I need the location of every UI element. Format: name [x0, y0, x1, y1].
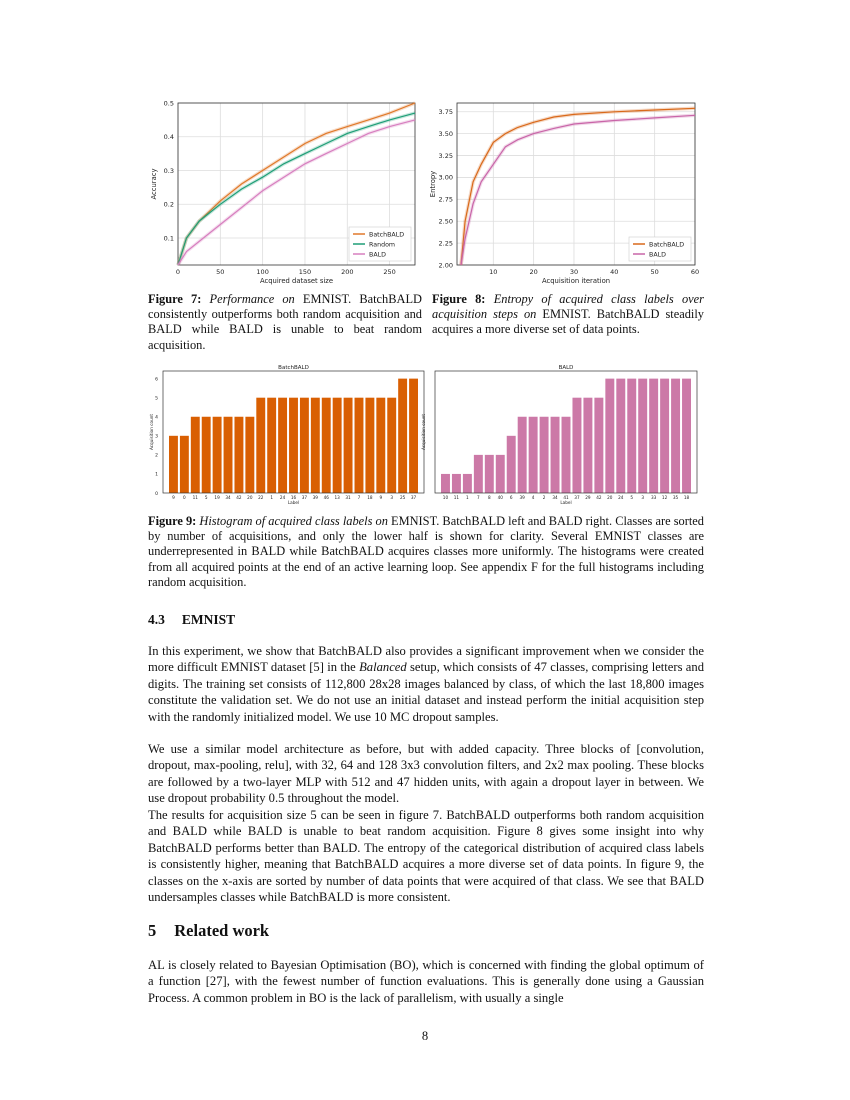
x-tick-label: 35: [672, 495, 679, 500]
caption-text: EMNIST. BatchBALD consistently outperforms both random acquisition and BALD while BALD is unable to beat random acquisition.: [148, 292, 422, 352]
x-tick-label: 20: [247, 495, 253, 500]
bar: [649, 379, 658, 493]
x-tick-label: 20: [607, 495, 613, 500]
figure-8-entropy-chart: [420, 95, 710, 290]
y-tick-label: 2.25: [438, 239, 453, 248]
x-tick-label: 37: [574, 495, 580, 500]
bar: [605, 379, 614, 493]
x-axis-label: Acquired dataset size: [259, 277, 334, 285]
x-tick-label: 100: [256, 268, 269, 276]
x-tick-label: 50: [216, 268, 225, 276]
y-tick-label: 2.75: [438, 195, 453, 204]
bar: [463, 474, 472, 493]
x-axis-label: Label: [287, 500, 300, 505]
section-title: EMNIST: [181, 612, 236, 627]
y-axis-label: Accuracy: [150, 168, 158, 200]
page-number: 8: [421, 1029, 429, 1043]
x-tick-label: 10: [442, 495, 449, 500]
section-4-3-heading: [148, 612, 235, 628]
x-tick-label: 18: [367, 495, 373, 500]
x-tick-label: 6: [509, 495, 513, 500]
chart-title: BALD: [558, 365, 574, 371]
y-tick-label: 4: [155, 415, 158, 421]
y-tick-label: 0.1: [163, 234, 174, 243]
bar: [562, 417, 571, 493]
section-5-heading: [148, 921, 269, 941]
x-tick-label: 41: [563, 495, 569, 500]
bar: [333, 398, 342, 493]
caption-italic: Entropy of acquired class labels over acquisition steps on: [432, 292, 704, 322]
x-tick-label: 31: [345, 495, 351, 500]
bar: [671, 379, 680, 493]
x-tick-label: 42: [596, 495, 602, 500]
bar: [682, 379, 691, 493]
text: In this experiment, we show that BatchBALD also provides a significant improvement when we consider the more difficult EMNIST dataset [5] in the: [148, 644, 704, 675]
y-tick-label: 0.4: [163, 133, 174, 142]
x-tick-label: 37: [410, 495, 417, 500]
bar: [660, 379, 669, 493]
x-tick-label: 4: [531, 495, 535, 500]
y-tick-label: 0.2: [163, 200, 174, 209]
bar: [627, 379, 636, 493]
x-tick-label: 34: [552, 495, 558, 500]
bar: [452, 474, 461, 493]
x-axis-label: Acquisition iteration: [541, 277, 611, 285]
y-tick-label: 3.75: [438, 108, 453, 117]
x-tick-label: 34: [225, 495, 231, 500]
bar: [398, 379, 407, 493]
x-tick-label: 3: [390, 495, 394, 500]
y-tick-label: 2.50: [438, 217, 453, 226]
bar: [322, 398, 331, 493]
x-tick-label: 7: [477, 495, 480, 500]
bar: [245, 417, 254, 493]
bar: [311, 398, 320, 493]
x-tick-label: 5: [630, 495, 634, 500]
section-title: Related work: [174, 921, 270, 940]
y-tick-label: 0.3: [163, 166, 174, 175]
x-tick-label: 29: [585, 495, 591, 500]
figure-8-caption: [432, 292, 704, 338]
bar: [365, 398, 374, 493]
bar: [485, 455, 494, 493]
x-tick-label: 8: [487, 495, 491, 500]
x-tick-label: 60: [690, 268, 700, 276]
bar: [234, 417, 243, 493]
bar: [638, 379, 647, 493]
x-tick-label: 42: [236, 495, 242, 500]
y-tick-label: 2: [155, 453, 158, 459]
bar: [267, 398, 276, 493]
x-tick-label: 0: [183, 495, 186, 500]
bar: [278, 398, 287, 493]
y-tick-label: 6: [155, 377, 158, 383]
x-tick-label: 39: [312, 495, 318, 500]
x-tick-label: 16: [290, 495, 297, 500]
x-axis-label: Label: [560, 500, 572, 505]
x-tick-label: 250: [383, 268, 396, 276]
bar: [540, 417, 549, 493]
figure-9-batchbald-histogram: [140, 360, 430, 510]
bar: [551, 417, 560, 493]
bar: [387, 398, 396, 493]
x-tick-label: 11: [192, 495, 198, 500]
bar: [474, 455, 483, 493]
y-axis-label: Entropy: [429, 170, 437, 198]
legend-label: BatchBALD: [649, 241, 685, 249]
figure-9-bald-histogram: [421, 360, 710, 510]
legend-label: BALD: [649, 251, 666, 259]
legend-label: BALD: [369, 251, 386, 259]
section-4-3-paragraph-3: The results for acquisition size 5 can be seen in figure 7. BatchBALD outperforms both random acquisition and BALD while BALD is unable to beat random acquisition. Figure 8 gives some insight into why BatchBALD performs better than BALD. The entropy of the categorical distribution of acquired class labels is consistently higher, meaning that BatchBALD acquires a more diverse set of data points. In figure 9, the classes on the x-axis are sorted by number of data points that were acquired of that class. We see that BALD undersamples classes while BatchBALD is more consistent.: [148, 808, 704, 905]
bar: [376, 398, 385, 493]
x-tick-label: 1: [466, 495, 469, 500]
x-tick-label: 200: [341, 268, 354, 276]
section-4-3-paragraph-1: [148, 643, 704, 725]
bar: [594, 398, 603, 493]
legend-label: Random: [369, 241, 396, 249]
bar: [355, 398, 364, 493]
text: setup, which consists of 47 classes, comprising letters and digits. The training set consists of 112,800 28x28 images balanced by class, of which the last 18,800 images constitute the validation set. We do not use an initial dataset and instead perform the initial acquisition step with the randomly initialized model. We use 10 MC dropout samples.: [148, 660, 704, 724]
x-tick-label: 24: [618, 495, 624, 500]
caption-label: Figure 9:: [148, 514, 197, 528]
x-tick-label: 9: [379, 495, 383, 500]
figure-7-accuracy-chart: [140, 95, 425, 290]
x-tick-label: 33: [650, 495, 657, 500]
bar: [169, 436, 178, 493]
y-tick-label: 2.00: [438, 261, 453, 270]
y-axis-label: Acquisition count: [421, 413, 426, 451]
x-tick-label: 19: [214, 495, 220, 500]
x-tick-label: 1: [270, 495, 274, 500]
x-tick-label: 0: [175, 268, 181, 276]
y-tick-label: 3.50: [438, 129, 453, 138]
bar: [289, 398, 298, 493]
x-tick-label: 2: [542, 495, 546, 500]
x-tick-label: 10: [489, 268, 498, 276]
bar: [518, 417, 527, 493]
x-tick-label: 5: [204, 495, 208, 500]
bar: [529, 417, 538, 493]
figure-9-caption: [148, 514, 704, 590]
x-tick-label: 150: [298, 268, 312, 276]
y-tick-label: 3.25: [438, 151, 453, 160]
bar: [191, 417, 200, 493]
x-tick-label: 25: [399, 495, 406, 500]
section-number: 4.3: [148, 612, 165, 627]
bar: [409, 379, 418, 493]
bar: [572, 398, 581, 493]
caption-italic: Performance on: [209, 292, 295, 306]
x-tick-label: 13: [334, 495, 340, 500]
x-tick-label: 20: [529, 268, 538, 276]
italic-text: Balanced: [359, 660, 407, 675]
y-tick-label: 5: [155, 396, 158, 402]
x-tick-label: 24: [279, 495, 286, 500]
bar: [616, 379, 625, 493]
chart-title: BatchBALD: [278, 365, 309, 371]
y-tick-label: 3: [155, 434, 158, 440]
caption-label: Figure 8:: [432, 292, 486, 306]
bar: [202, 417, 211, 493]
bar: [507, 436, 516, 493]
caption-italic: Histogram of acquired class labels on: [199, 514, 388, 528]
x-tick-label: 30: [569, 268, 579, 276]
bar: [583, 398, 592, 493]
section-5-paragraph-1: AL is closely related to Bayesian Optimisation (BO), which is concerned with finding the global optimum of a function [27], with the fewest number of function evaluations. This is generally done using a Gaussian Process. A common problem in BO is the lack of parallelism, with usually a single: [148, 958, 704, 1005]
caption-label: Figure 7:: [148, 292, 202, 306]
bar: [224, 417, 233, 493]
bar: [344, 398, 353, 493]
y-tick-label: 0.5: [163, 99, 174, 108]
caption-text: EMNIST. BatchBALD left and BALD right. Classes are sorted by number of acquisitions, and only the lower half is shown for clarity. Several EMNIST classes are underrepresented in BALD while BatchBALD acquires classes more uniformly. The histograms were created from all acquired points at the end of an active learning loop. See appendix F for the full histograms including random acquisition.: [148, 514, 704, 589]
y-tick-label: 1: [155, 472, 158, 478]
x-tick-label: 9: [172, 495, 175, 500]
y-axis-label: Acquisition count: [149, 413, 154, 451]
section-4-3-paragraph-2: We use a similar model architecture as before, but with added capacity. Three blocks of [convolution, dropout, max-pooling, relu], with 32, 64 and 128 3x3 convolution filters, and 2x2 max pooling. These blocks are followed by a two-layer MLP with 512 and 47 hidden units, with again a dropout layer in between. We use dropout probability 0.5 throughout the model.: [148, 742, 704, 806]
x-tick-label: 11: [453, 495, 460, 500]
x-tick-label: 3: [641, 495, 645, 500]
x-tick-label: 7: [357, 495, 361, 500]
section-number: 5: [148, 921, 157, 940]
bar: [300, 398, 309, 493]
x-tick-label: 50: [650, 268, 659, 276]
bar: [256, 398, 265, 493]
bar: [441, 474, 450, 493]
x-tick-label: 39: [519, 495, 525, 500]
bar: [180, 436, 189, 493]
x-tick-label: 40: [497, 495, 503, 500]
x-tick-label: 12: [661, 495, 668, 500]
caption-text: EMNIST. BatchBALD steadily acquires a more diverse set of data points.: [432, 307, 704, 337]
bar: [213, 417, 222, 493]
x-tick-label: 22: [258, 495, 264, 500]
figure-7-caption: [148, 292, 422, 353]
x-tick-label: 46: [323, 495, 329, 500]
legend-label: BatchBALD: [369, 231, 405, 239]
x-tick-label: 40: [610, 268, 619, 276]
x-tick-label: 18: [683, 495, 690, 500]
x-tick-label: 37: [301, 495, 308, 500]
y-tick-label: 0: [155, 491, 158, 497]
bar: [496, 455, 505, 493]
y-tick-label: 3.00: [438, 173, 453, 182]
